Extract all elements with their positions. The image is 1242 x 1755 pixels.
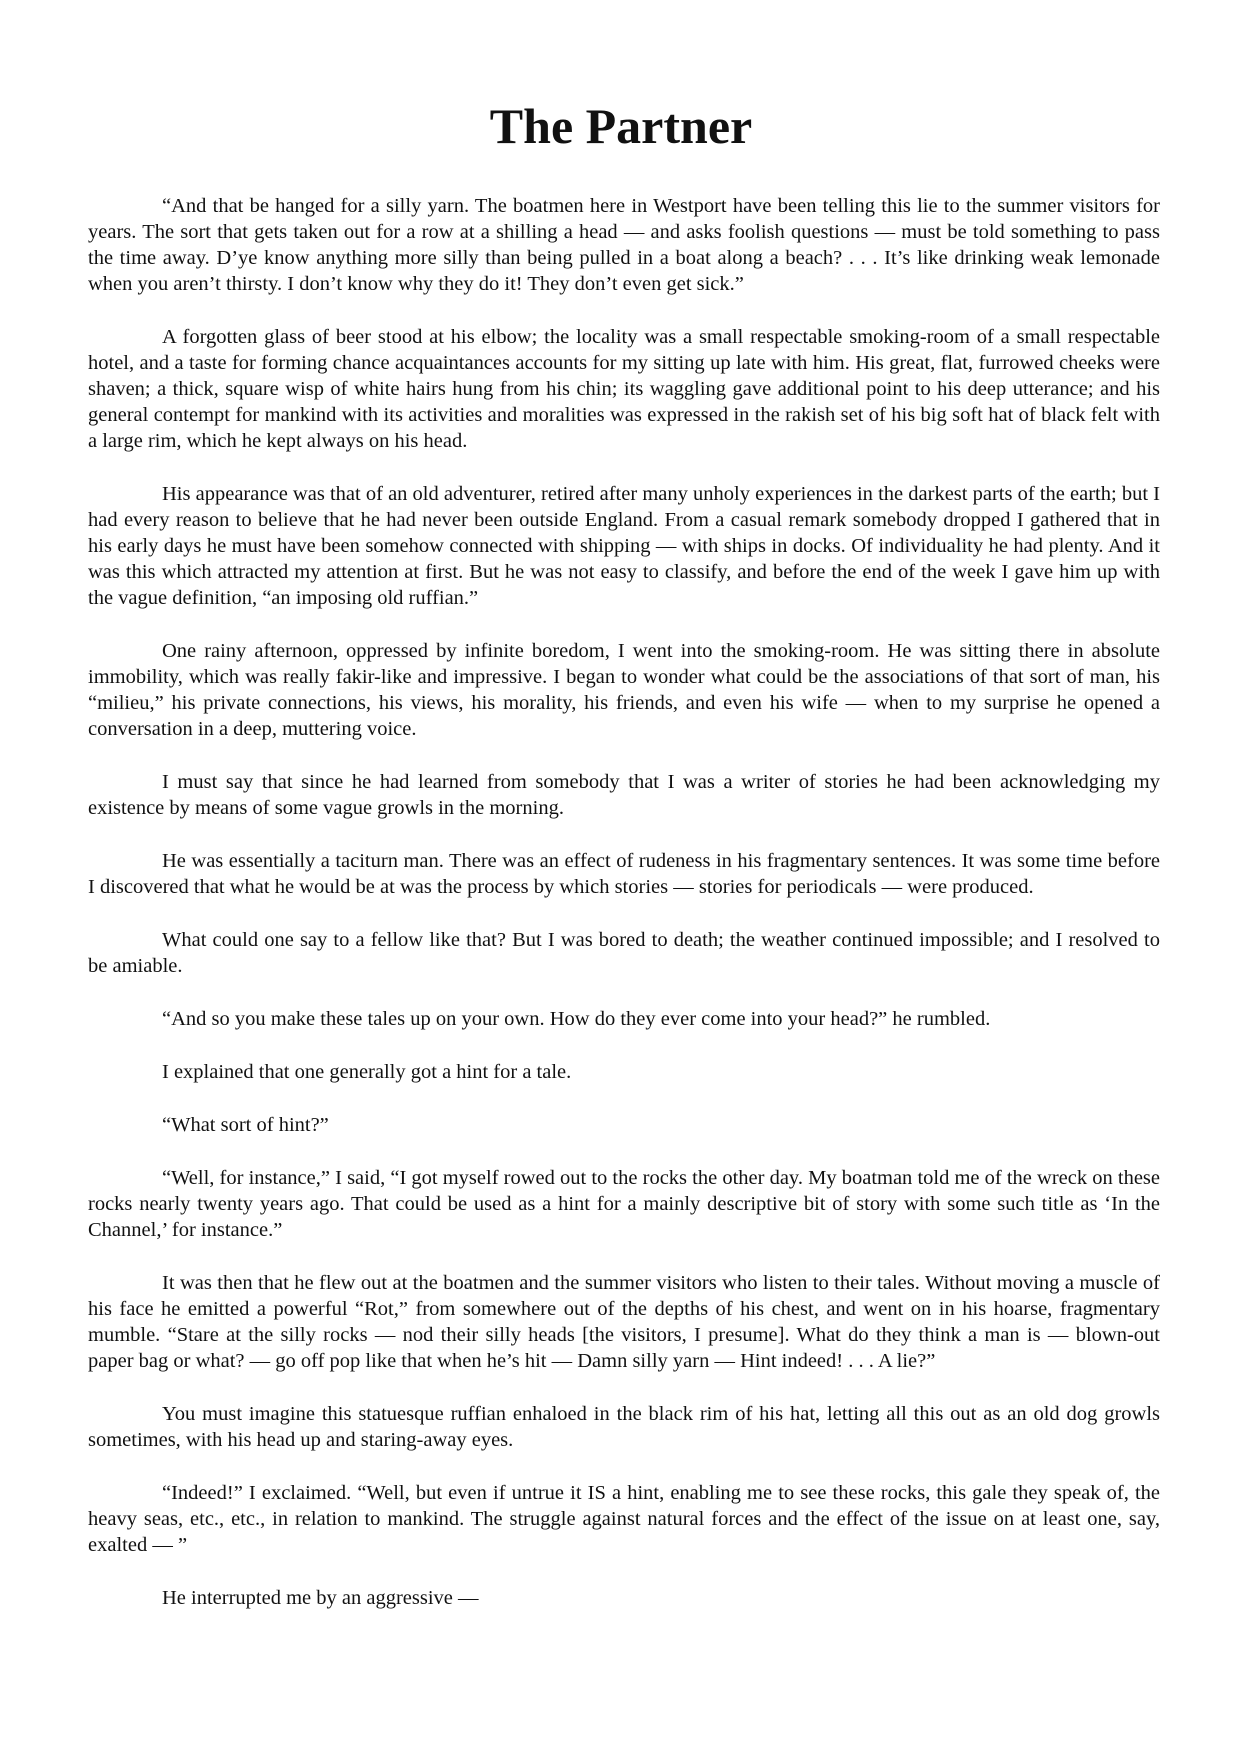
paragraph: “And that be hanged for a silly yarn. The boatmen here in Westport have been telling this lie to the summer visitors for years. The sort that gets taken out for a row at a shilling a head — and asks foolish questions — must be told something to pass the time away. D’ye know anything more silly than being pulled in a boat along a beach? . . . It’s like drinking weak lemonade when you aren’t thirsty. I don’t know why they do it! They don’t even get sick.” (88, 195, 1160, 295)
story-body (88, 193, 1160, 1638)
paragraph: It was then that he flew out at the boatmen and the summer visitors who listen to their tales. Without moving a muscle of his face he emitted a powerful “Rot,” from somewhere out of the depths of his chest, and went on in his hoarse, fragmentary mumble. “Stare at the silly rocks — nod their silly heads [the visitors, I presume]. What do they think a man is — blown-out paper bag or what? — go off pop like that when he’s hit — Damn silly yarn — Hint indeed! . . . A lie?” (88, 1272, 1160, 1372)
paragraph: He was essentially a taciturn man. There was an effect of rudeness in his fragmentary sentences. It was some time before I discovered that what he would be at was the process by which stories — stories for periodicals — were produced. (88, 850, 1160, 898)
page-title: The Partner (489, 98, 753, 154)
paragraph: What could one say to a fellow like that? But I was bored to death; the weather continued impossible; and I resolved to be amiable. (88, 929, 1160, 977)
paragraph: His appearance was that of an old adventurer, retired after many unholy experiences in the darkest parts of the earth; but I had every reason to believe that he had never been outside England. From a casual remark somebody dropped I gathered that in his early days he must have been somehow connected with shipping — with ships in docks. Of individuality he had plenty. And it was this which attracted my attention at first. But he was not easy to classify, and before the end of the week I gave him up with the vague definition, “an imposing old ruffian.” (88, 483, 1160, 609)
paragraph: I explained that one generally got a hint for a tale. (162, 1061, 572, 1083)
paragraph: You must imagine this statuesque ruffian enhaloed in the black rim of his hat, letting all this out as an old dog growls sometimes, with his head up and staring-away eyes. (88, 1403, 1160, 1451)
paragraph: I must say that since he had learned from somebody that I was a writer of stories he had been acknowledging my existence by means of some vague growls in the morning. (88, 771, 1160, 819)
paragraph: “Well, for instance,” I said, “I got myself rowed out to the rocks the other day. My boatman told me of the wreck on these rocks nearly twenty years ago. That could be used as a hint for a mainly descriptive bit of story with some such title as ‘In the Channel,’ for instance.” (88, 1167, 1160, 1241)
paragraph: “And so you make these tales up on your own. How do they ever come into your head?” he rumbled. (162, 1008, 991, 1030)
paragraph: He interrupted me by an aggressive — (162, 1587, 479, 1609)
paragraph: “Indeed!” I exclaimed. “Well, but even if untrue it IS a hint, enabling me to see these rocks, this gale they speak of, the heavy seas, etc., etc., in relation to mankind. The struggle against natural forces and the effect of the issue on at least one, say, exalted — ” (88, 1482, 1160, 1556)
paragraph: “What sort of hint?” (162, 1114, 329, 1136)
paragraph: A forgotten glass of beer stood at his elbow; the locality was a small respectable smoking-room of a small respectable hotel, and a taste for forming chance acquaintances accounts for my sitting up late with him. His great, flat, furrowed cheeks were shaven; a thick, square wisp of white hairs hung from his chin; its waggling gave additional point to his deep utterance; and his general contempt for mankind with its activities and moralities was expressed in the rakish set of his big soft hat of black felt with a large rim, which he kept always on his head. (88, 326, 1160, 452)
paragraph: One rainy afternoon, oppressed by infinite boredom, I went into the smoking-room. He was sitting there in absolute immobility, which was really fakir-like and impressive. I began to wonder what could be the associations of that sort of man, his “milieu,” his private connections, his views, his morality, his friends, and even his wife — when to my surprise he opened a conversation in a deep, muttering voice. (88, 640, 1160, 740)
